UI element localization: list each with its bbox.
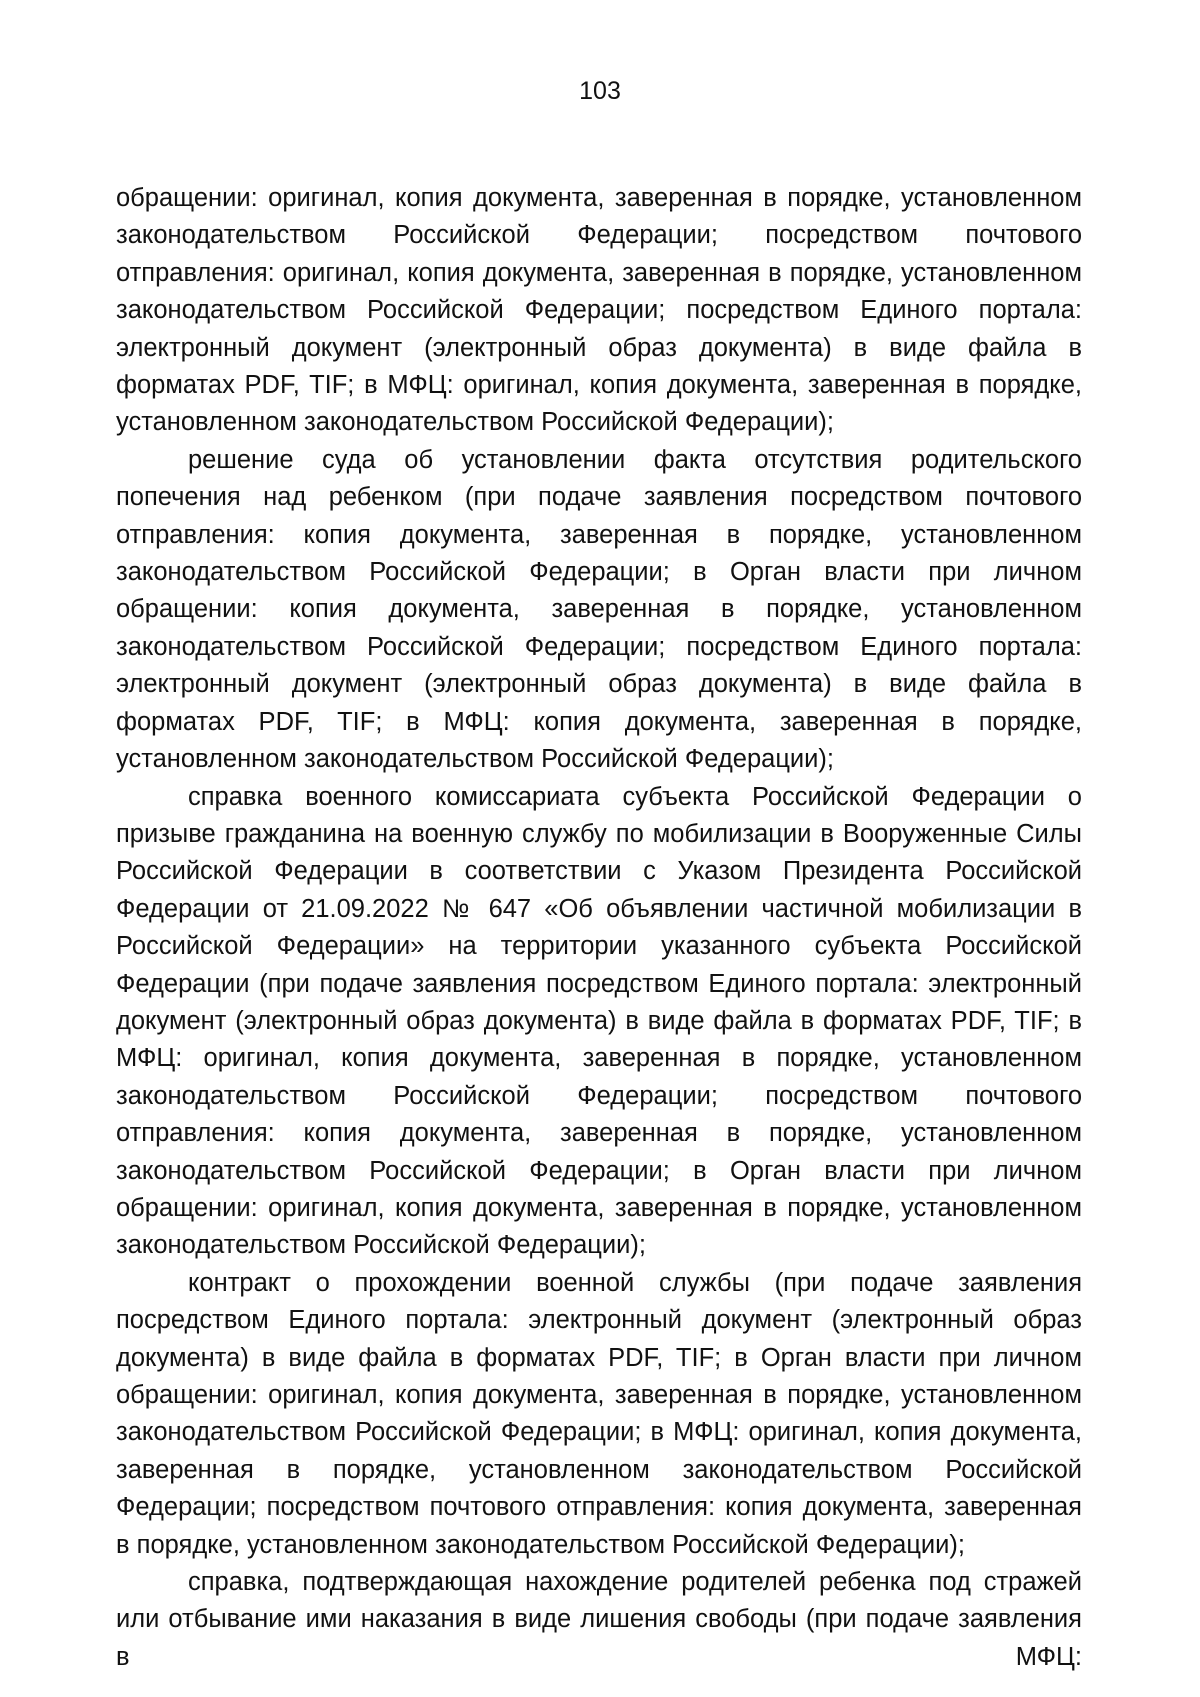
paragraph-court-decision: решение суда об установлении факта отсутствия родительского попечения над ребенком (при подаче заявления посредством почтового отправления: копия документа, заверенная в порядке, установленном законодательством Российской Федерации; в Орган власти при личном обращении: копия документа, заверенная в порядке, установленном законодательством Российской Федерации; посредством Единого портала: электронный документ (электронный образ документа) в виде файла в форматах PDF, TIF; в МФЦ: копия документа, заверенная в порядке, установленном законодательством Российской Федерации);: [116, 445, 1082, 774]
paragraph-continuation: обращении: оригинал, копия документа, заверенная в порядке, установленном законодательством Российской Федерации; посредством почтового отправления: оригинал, копия документа, заверенная в порядке, установленном законодательством Российской Федерации; посредством Единого портала: электронный документ (электронный образ документа) в виде файла в форматах PDF, TIF; в МФЦ: оригинал, копия документа, заверенная в порядке, установленном законодательством Российской Федерации);: [116, 184, 1082, 437]
paragraph-custody-certificate: справка, подтверждающая нахождение родителей ребенка под стражей или отбывание ими наказания в виде лишения свободы (при подаче заявления в МФЦ:: [116, 1568, 1082, 1671]
document-body: [116, 180, 1082, 1676]
paragraph-military-service-contract: контракт о прохождении военной службы (при подаче заявления посредством Единого портала: электронный документ (электронный образ документа) в виде файла в форматах PDF, TIF; в Орган власти при личном обращении: оригинал, копия документа, заверенная в порядке, установленном законодательством Российской Федерации; в МФЦ: оригинал, копия документа, заверенная в порядке, установленном законодательством Российской Федерации; посредством почтового отправления: копия документа, заверенная в порядке, установленном законодательством Российской Федерации);: [116, 1268, 1082, 1559]
page-number: 103: [579, 77, 621, 105]
paragraph-military-commissariat-certificate: справка военного комиссариата субъекта Российской Федерации о призыве гражданина на военную службу по мобилизации в Вооруженные Силы Российской Федерации в соответствии с Указом Президента Российской Федерации от 21.09.2022 № 647 «Об объявлении частичной мобилизации в Российской Федерации» на территории указанного субъекта Российской Федерации (при подаче заявления посредством Единого портала: электронный документ (электронный образ документа) в виде файла в форматах PDF, TIF; в МФЦ: оригинал, копия документа, заверенная в порядке, установленном законодательством Российской Федерации; посредством почтового отправления: копия документа, заверенная в порядке, установленном законодательством Российской Федерации; в Орган власти при личном обращении: оригинал, копия документа, заверенная в порядке, установленном законодательством Российской Федерации);: [116, 782, 1082, 1260]
